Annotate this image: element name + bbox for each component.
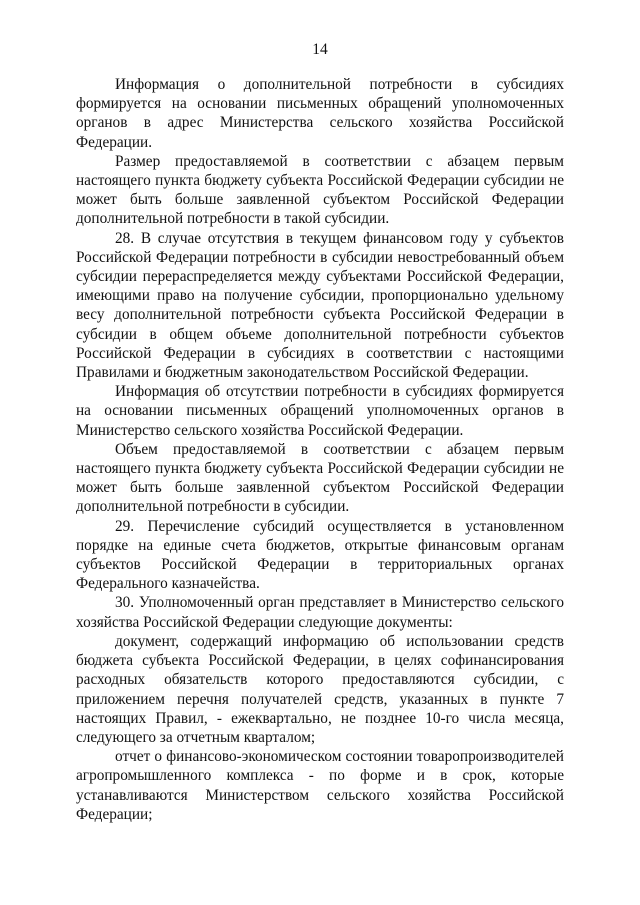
page-number: 14 [312,41,328,58]
paragraph-item-28: 28. В случае отсутствия в текущем финансовом году у субъектов Российской Федерации потребности в субсидии невостребованный объем субсидии перераспределяется между субъектами Российской Федерации, имеющими право на получение субсидии, пропорционально удельному весу дополнительной потребности субъекта Российской Федерации в субсидии в общем объеме дополнительной потребности субъектов Российской Федерации в субсидиях в соответствии с настоящими Правилами и бюджетным законодательством Российской Федерации. [76,229,564,382]
paragraph-item-29: 29. Перечисление субсидий осуществляется в установленном порядке на единые счета бюджетов, открытые финансовым органам субъектов Российской Федерации в территориальных органах Федерального казначейства. [76,517,564,593]
paragraph-item-30: 30. Уполномоченный орган представляет в Министерство сельского хозяйства Российской Федерации следующие документы: [76,594,564,631]
paragraph-subsidy-size-limit: Размер предоставляемой в соответствии с абзацем первым настоящего пункта бюджету субъекта Российской Федерации субсидии не может быть больше заявленной субъектом Российской Федерации дополнительной потребности в такой субсидии. [76,152,564,228]
paragraph-financial-status-report: отчет о финансово-экономическом состоянии товаропроизводителей агропромышленного комплекса - по форме и в срок, которые устанавливаются Министерством сельского хозяйства Российской Федерации; [76,748,564,823]
paragraph-subsidy-volume-limit: Объем предоставляемой в соответствии с абзацем первым настоящего пункта бюджету субъекта Российской Федерации субсидии не может быть больше заявленной субъектом Российской Федерации дополнительной потребности в субсидии. [76,440,564,516]
document-body [76,75,564,824]
paragraph-additional-need-info: Информация о дополнительной потребности в субсидиях формируется на основании письменных обращений уполномоченных органов в адрес Министерства сельского хозяйства Российской Федерации. [76,76,564,151]
paragraph-usage-report-document: документ, содержащий информацию об использовании средств бюджета субъекта Российской Федерации, в целях софинансирования расходных обязательств которого предоставляются субсидии, с приложением перечня получателей средств, указанных в пункте 7 настоящих Правил, - ежеквартально, не позднее 10-го числа месяца, следующего за отчетным кварталом; [76,632,564,746]
paragraph-absence-of-need-info: Информация об отсутствии потребности в субсидиях формируется на основании письменных обращений уполномоченных органов в Министерство сельского хозяйства Российской Федерации. [76,383,564,439]
